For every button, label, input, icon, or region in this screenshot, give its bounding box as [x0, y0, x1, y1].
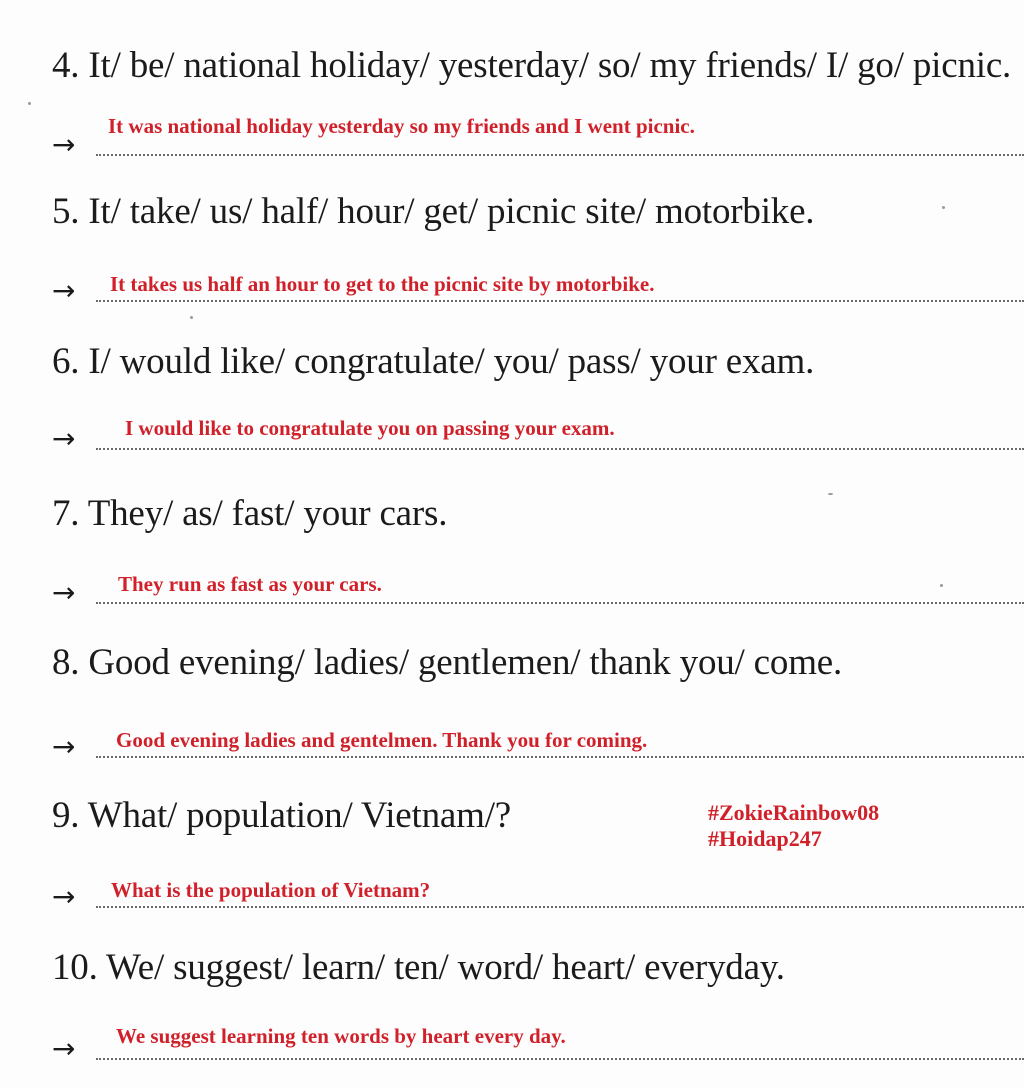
dotted-answer-line	[96, 300, 1024, 302]
dotted-answer-line	[96, 154, 1024, 156]
question-9: 9. What/ population/ Vietnam/?	[52, 795, 511, 836]
dotted-answer-line	[96, 602, 1024, 604]
question-4: 4. It/ be/ national holiday/ yesterday/ so/ my friends/ I/ go/ picnic.	[52, 45, 1012, 86]
answer-4: It was national holiday yesterday so my friends and I went picnic.	[108, 114, 695, 138]
answer-8: Good evening ladies and gentelmen. Thank you for coming.	[116, 728, 648, 752]
dotted-answer-line	[96, 1058, 1024, 1060]
scan-speck	[942, 206, 945, 209]
hashtag-hoidap: #Hoidap247	[708, 826, 822, 851]
answer-row-6	[52, 414, 1024, 454]
answer-row-10	[52, 1024, 1024, 1064]
question-8: 8. Good evening/ ladies/ gentlemen/ thank you/ come.	[52, 642, 843, 683]
question-5: 5. It/ take/ us/ half/ hour/ get/ picnic site/ motorbike.	[52, 191, 815, 232]
question-10: 10. We/ suggest/ learn/ ten/ word/ heart/ everyday.	[52, 947, 785, 988]
hashtag-watermark	[708, 800, 879, 852]
arrow-icon: →	[52, 422, 76, 455]
arrow-icon: →	[52, 880, 76, 913]
scan-speck	[828, 493, 833, 495]
arrow-icon: →	[52, 274, 76, 307]
arrow-icon: →	[52, 128, 76, 161]
scan-speck	[190, 316, 193, 319]
answer-row-5	[52, 266, 1024, 306]
dotted-answer-line	[96, 906, 1024, 908]
question-7: 7. They/ as/ fast/ your cars.	[52, 493, 448, 534]
scan-speck	[28, 102, 31, 105]
answer-7: They run as fast as your cars.	[118, 572, 382, 596]
arrow-icon: →	[52, 1032, 76, 1065]
answer-9: What is the population of Vietnam?	[111, 878, 431, 902]
dotted-answer-line	[96, 756, 1024, 758]
hashtag-zokierainbow: #ZokieRainbow08	[708, 800, 880, 825]
scan-speck	[940, 584, 943, 587]
answer-row-8	[52, 722, 1024, 762]
arrow-icon: →	[52, 576, 76, 609]
question-6: 6. I/ would like/ congratulate/ you/ pass/ your exam.	[52, 341, 815, 382]
answer-10: We suggest learning ten words by heart every day.	[116, 1024, 566, 1048]
answer-row-9	[52, 872, 1024, 912]
answer-row-7	[52, 568, 1024, 608]
answer-6: I would like to congratulate you on passing your exam.	[125, 416, 615, 440]
answer-5: It takes us half an hour to get to the picnic site by motorbike.	[110, 272, 655, 296]
arrow-icon: →	[52, 730, 76, 763]
answer-row-4	[52, 114, 1024, 161]
dotted-answer-line	[96, 448, 1024, 450]
